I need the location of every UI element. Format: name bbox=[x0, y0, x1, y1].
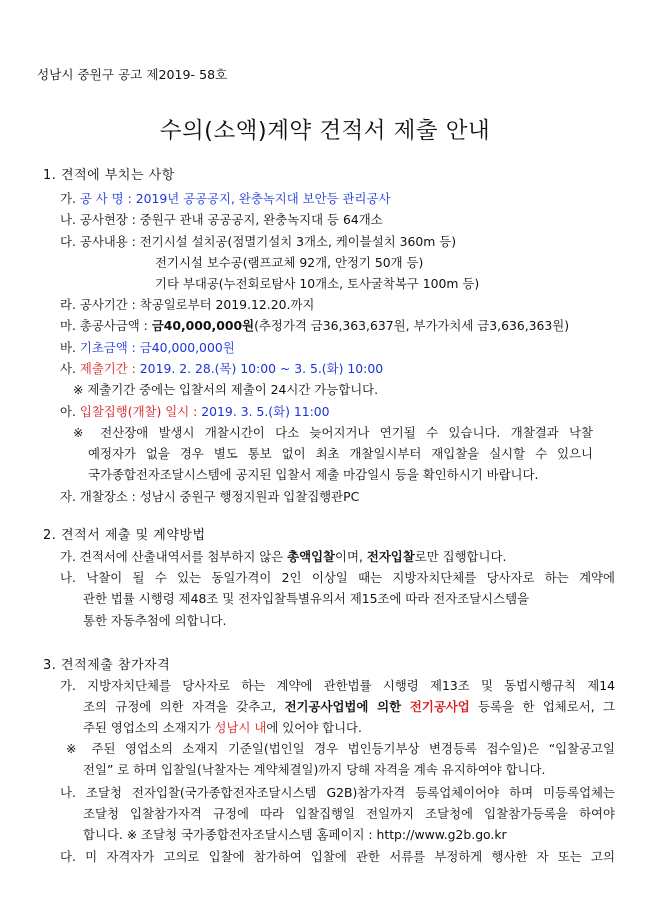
s1-ba-label: 바. bbox=[60, 340, 80, 355]
s1-item-a bbox=[60, 403, 330, 421]
s1-a-key: 입찰집행(개찰) 일시 : bbox=[79, 404, 202, 419]
s2-ga-mid: 이며, bbox=[335, 549, 367, 564]
s1-item-ga bbox=[60, 190, 390, 208]
s3-note-2: 전일” 로 하며 입찰일(낙찰자는 계약체결일)까지 당해 자격을 계속 유지하여야 합니다. bbox=[83, 762, 546, 777]
section1-heading: 1. 견적에 부치는 사항 bbox=[43, 168, 175, 183]
notice-number: 성남시 중원구 공고 제2019- 58호 bbox=[37, 67, 228, 82]
s1-a-value: 2019. 3. 5.(화) 11:00 bbox=[201, 404, 330, 419]
s2-item-na-2: 관한 법률 시행령 제48조 및 전자입찰특별유의서 제15조에 따라 전자조달시스템을 bbox=[83, 591, 530, 606]
s1-sa-note: ※ 제출기간 중에는 입찰서의 제출이 24시간 가능합니다. bbox=[73, 382, 379, 397]
section3-heading: 3. 견적제출 참가자격 bbox=[43, 658, 171, 673]
s3-ga2-pre: 조의 규정에 의한 자격을 갖추고, bbox=[83, 699, 285, 714]
page-title: 수의(소액)계약 견적서 제출 안내 bbox=[159, 118, 491, 144]
s1-item-ma bbox=[60, 317, 569, 335]
s2-ga-pre: 가. 견적서에 산출내역서를 첨부하지 않은 bbox=[60, 549, 288, 564]
s2-ga-bold2: 전자입찰 bbox=[366, 549, 415, 564]
s1-sa-label: 사. bbox=[60, 361, 80, 376]
s3-item-da: 다. 미 자격자가 고의로 입찰에 참가하여 입찰에 관한 서류를 부정하게 행사한 자 또는 고의 bbox=[60, 849, 615, 864]
s1-ma-label: 마. 총공사금액 : bbox=[60, 318, 152, 333]
s3-ga3-pre: 주된 영업소의 소재지가 bbox=[83, 720, 215, 735]
s1-item-da-1: 다. 공사내용 : 전기시설 설치공(점멸기설치 3개소, 케이블설치 360m 등) bbox=[60, 234, 457, 249]
s1-a-note-1: ※ 전산장애 발생시 개찰시간이 다소 늦어지거나 연기될 수 있습니다. 개찰결과 낙찰 bbox=[73, 425, 593, 440]
s1-sa-key: 제출기간 : bbox=[79, 361, 140, 376]
s2-item-na-3: 통한 자동추첨에 의합니다. bbox=[83, 613, 227, 628]
s1-item-da-3: 기타 부대공(누전회로탐사 10개소, 토사굴착복구 100m 등) bbox=[155, 276, 480, 291]
s3-ga2-post: 등록을 한 업체로서, 그 bbox=[469, 699, 616, 714]
s2-ga-bold1: 총액입찰 bbox=[287, 549, 336, 564]
s1-ga-value: 2019년 공공공지, 완충녹지대 보안등 관리공사 bbox=[135, 191, 391, 206]
s1-item-ra: 라. 공사기간 : 착공일로부터 2019.12.20.까지 bbox=[60, 297, 315, 312]
s3-ga2-red: 전기공사업 bbox=[409, 699, 470, 714]
s1-item-sa bbox=[60, 360, 383, 378]
s1-ga-label: 가. bbox=[60, 191, 80, 206]
s1-ga-key: 공 사 명 : bbox=[79, 191, 136, 206]
s1-item-da-2: 전기시설 보수공(램프교체 92개, 안정기 50개 등) bbox=[155, 255, 424, 270]
s3-note-1: ※ 주된 영업소의 소재지 기준일(법인일 경우 법인등기부상 변경등록 접수일)은 “입찰공고일 bbox=[66, 741, 615, 756]
s1-ba-value: 금40,000,000원 bbox=[139, 340, 235, 355]
s3-item-ga-1: 가. 지방자치단체를 당사자로 하는 계약에 관한법률 시행령 제13조 및 동법시행규칙 제14 bbox=[60, 678, 615, 693]
s3-ga3-post: 에 있어야 합니다. bbox=[266, 720, 362, 735]
s1-ba-key: 기초금액 : bbox=[79, 340, 140, 355]
s1-item-na: 나. 공사현장 : 중원구 관내 공공공지, 완충녹지대 등 64개소 bbox=[60, 212, 383, 227]
s2-item-ga bbox=[60, 548, 506, 566]
s1-item-ja: 자. 개찰장소 : 성남시 중원구 행정지원과 입찰집행관PC bbox=[60, 489, 360, 504]
s2-ga-post: 로만 집행합니다. bbox=[414, 549, 507, 564]
s3-item-ga-3 bbox=[83, 719, 362, 737]
section2-heading: 2. 견적서 제출 및 계약방법 bbox=[43, 528, 206, 543]
s3-ga3-red: 성남시 내 bbox=[214, 720, 267, 735]
s1-sa-value: 2019. 2. 28.(목) 10:00 ~ 3. 5.(화) 10:00 bbox=[139, 361, 384, 376]
s1-item-ba bbox=[60, 339, 235, 357]
s1-ma-amount: 금40,000,000원 bbox=[151, 318, 255, 333]
s3-ga2-bold: 전기공사업법에 의한 bbox=[284, 699, 410, 714]
s3-item-ga-2 bbox=[83, 698, 615, 716]
s3-item-na-3: 합니다. ※ 조달청 국가종합전자조달시스템 홈페이지 : http://www.g2b.go.kr bbox=[83, 827, 507, 842]
s3-item-na-1: 나. 조달청 전자입찰(국가종합전자조달시스템 G2B)참가자격 등록업체이어야 하며 미등록업체는 bbox=[60, 785, 615, 800]
s1-a-label: 아. bbox=[60, 404, 80, 419]
s1-a-note-3: 국가종합전자조달시스템에 공지된 입찰서 제출 마감일시 등을 확인하시기 바랍니다. bbox=[88, 467, 539, 482]
s2-item-na-1: 나. 낙찰이 될 수 있는 동일가격이 2인 이상일 때는 지방자치단체를 당사자로 하는 계약에 bbox=[60, 570, 615, 585]
s3-item-na-2: 조달청 입찰참가자격 규정에 따라 입찰집행일 전일까지 조달청에 입찰참가등록을 하여야 bbox=[83, 806, 615, 821]
s1-a-note-2: 예정자가 없을 경우 별도 통보 없이 최초 개찰일시부터 재입찰을 실시할 수 있으니 bbox=[88, 446, 593, 461]
s1-ma-rest: (추정가격 금36,363,637원, 부가가치세 금3,636,363원) bbox=[254, 318, 570, 333]
